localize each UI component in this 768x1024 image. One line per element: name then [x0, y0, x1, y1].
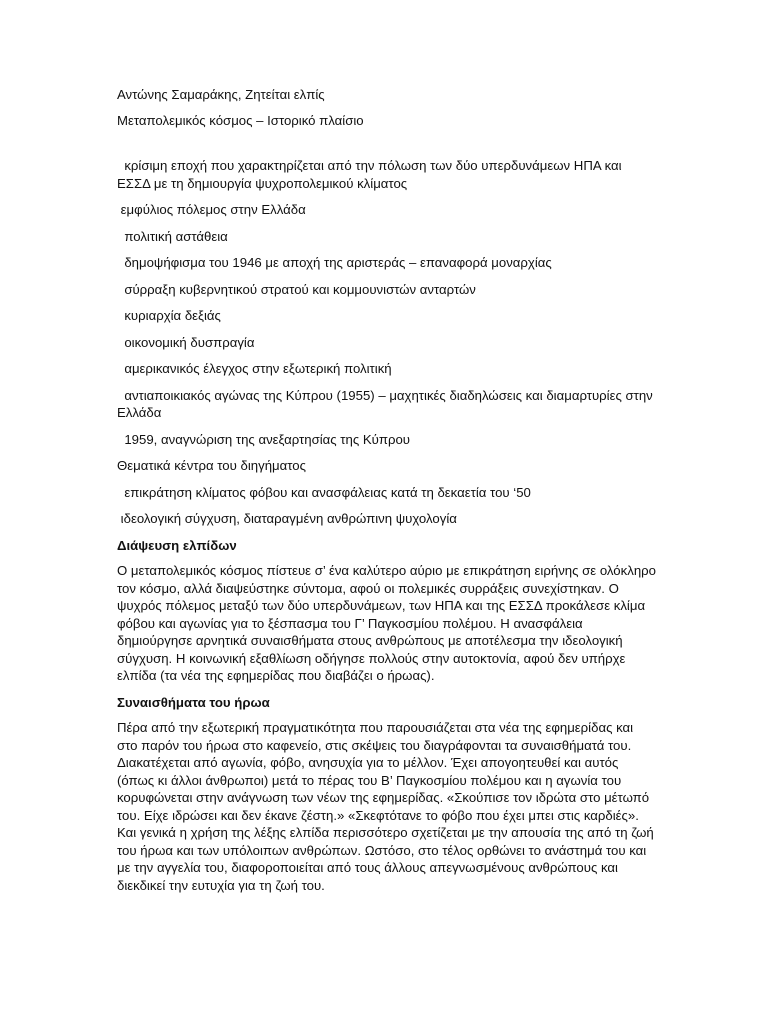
context-heading: Μεταπολεμικός κόσμος – Ιστορικό πλαίσιο	[117, 112, 364, 128]
section-heading-disillusionment: Διάψευση ελπίδων	[117, 537, 237, 553]
theme-item: επικράτηση κλίματος φόβου και ανασφάλειας κατά τη δεκαετία του ‘50	[117, 484, 531, 500]
context-item: αντιαποικιακός αγώνας της Κύπρου (1955) – μαχητικές διαδηλώσεις και διαμαρτυρίες στην Ελλάδα	[117, 387, 657, 420]
section-heading-hero-feelings: Συναισθήματα του ήρωα	[117, 694, 270, 710]
context-item: δημοψήφισμα του 1946 με αποχή της αριστεράς – επαναφορά μοναρχίας	[117, 255, 552, 270]
context-item: κρίσιμη εποχή που χαρακτηρίζεται από την πόλωση των δύο υπερδυνάμεων ΗΠΑ και ΕΣΣΔ με τη δημιουργία ψυχροπολεμικού κλίματος	[117, 158, 626, 191]
context-item: 1959, αναγνώριση της ανεξαρτησίας της Κύπρου	[117, 431, 411, 447]
section-paragraph-hero-feelings: Πέρα από την εξωτερική πραγματικότητα που παρουσιάζεται στα νέα της εφημερίδας και στο παρόν του ήρωα στο καφενείο, στις σκέψεις του διαγράφονται τα συναισθήματά του. Διακατέχεται από αγωνία, φόβο, ανησυχία για το μέλλον. Έχει απογοητευθεί και αυτός (όπως κι άλλοι άνθρωποι) μετά το πέρας του Β’ Παγκοσμίου πολέμου και η αγωνία του κορυφώνεται στην ανάγνωση των νέων της εφημερίδας. «Σκούπισε τον ιδρώτα στο μέτωπό του. Είχε ιδρώσει και δεν έκανε ζέστη.» «Σκεφτότανε το φόβο που έχει μπει στις καρδιές». Και γενικά η χρήση της λέξης ελπίδα περισσότερο σχετίζεται με την απουσία της από τη ζωή του ήρωα και των υπόλοιπων ανθρώπων. Ωστόσο, στο τέλος ορθώνει το ανάστημά του και με την αγγελία του, διαφοροποιείται από τους άλλους απεγνωσμένους ανθρώπους και διεκδικεί την ευτυχία για τη ζωή του.	[117, 720, 654, 893]
context-item: οικονομική δυσπραγία	[117, 334, 255, 350]
context-item: εμφύλιος πόλεμος στην Ελλάδα	[117, 202, 306, 217]
theme-item: ιδεολογική σύγχυση, διαταραγμένη ανθρώπινη ψυχολογία	[117, 511, 457, 526]
context-item: πολιτική αστάθεια	[117, 228, 228, 244]
document-title: Αντώνης Σαμαράκης, Ζητείται ελπίς	[117, 87, 325, 102]
themes-heading: Θεματικά κέντρα του διηγήματος	[117, 458, 306, 473]
context-item: αμερικανικός έλεγχος στην εξωτερική πολιτική	[117, 361, 392, 376]
context-item: σύρραξη κυβερνητικού στρατού και κομμουνιστών ανταρτών	[117, 281, 476, 297]
section-paragraph-disillusionment: Ο μεταπολεμικός κόσμος πίστευε σ’ ένα καλύτερο αύριο με επικράτηση ειρήνης σε ολόκληρο τον κόσμο, αλλά διαψεύστηκε σύντομα, αφού οι πολεμικές συρράξεις συνεχίστηκαν. Ο ψυχρός πόλεμος μεταξύ των δύο υπερδυνάμεων, των ΗΠΑ και της ΕΣΣΔ προκάλεσε κλίμα φόβου και αγωνίας για το ξέσπασμα του Γ’ Παγκοσμίου πολέμου. Η ανασφάλεια δημιούργησε αρνητικά συναισθήματα στους ανθρώπους με αποτέλεσμα την ιδεολογική σύγχυση. Η κοινωνική εξαθλίωση οδήγησε πολλούς στην αυτοκτονία, αφού δεν υπήρχε ελπίδα (τα νέα της εφημερίδας που διαβάζει ο ήρωας).	[117, 563, 656, 683]
context-item: κυριαρχία δεξιάς	[117, 308, 221, 323]
document-page	[117, 86, 657, 903]
